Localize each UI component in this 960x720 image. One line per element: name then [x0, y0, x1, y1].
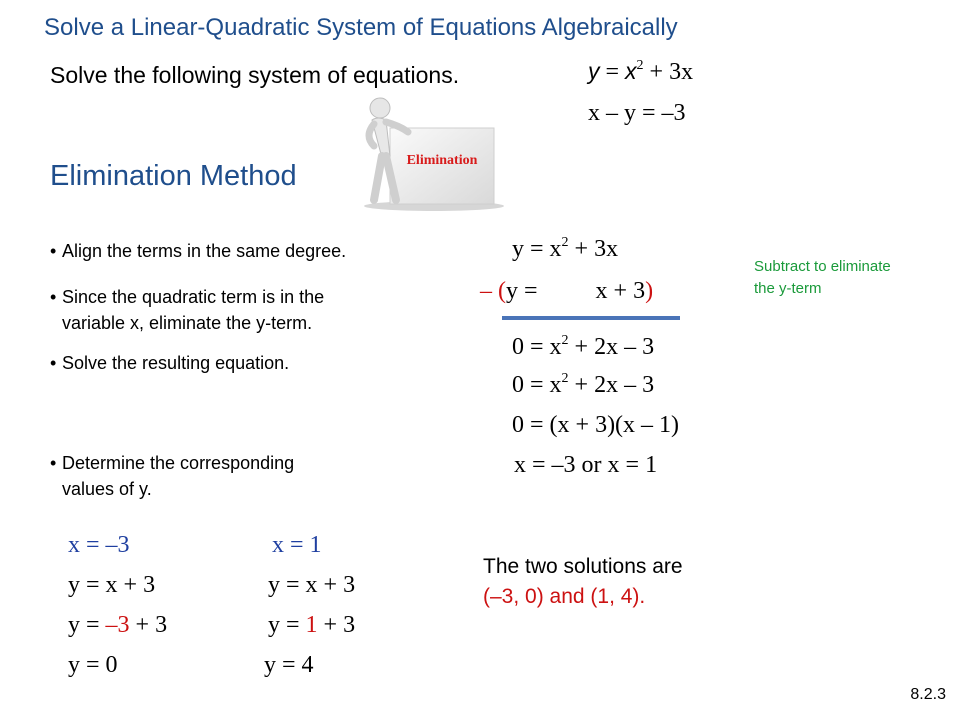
right-col-x-value: x = 1	[272, 532, 322, 558]
right-sub-value: 1	[305, 612, 318, 638]
page-number: 8.2.3	[910, 686, 946, 703]
solution-line-2: (–3, 0) and (1, 4).	[483, 585, 646, 608]
bullet-determine-y: • Determine the corresponding values of y.	[50, 453, 295, 499]
w1-tail: + 3x	[568, 236, 619, 262]
w4-tail: + 2x – 3	[568, 372, 655, 398]
left-sub-value: –3	[105, 612, 130, 638]
right-sub-a: y =	[268, 612, 306, 638]
bullet-quadratic-term: • Since the quadratic term is in the variable x, eliminate the y-term.	[50, 287, 325, 333]
right-col-result: y = 4	[264, 652, 314, 678]
w3-head: 0 = x	[512, 334, 562, 360]
w3-exponent: 2	[561, 333, 569, 348]
solution-line-1: The two solutions are	[483, 555, 683, 578]
system-equation-1: $y = x^2 + 3x$	[588, 58, 694, 85]
w1-head: y = x	[512, 236, 562, 262]
work-line-1	[512, 236, 618, 263]
w1-exponent: 2	[561, 235, 569, 250]
bullet-text: Since the quadratic term is in the	[62, 287, 325, 307]
solution-statement	[483, 552, 683, 612]
left-sub-c: + 3	[129, 612, 168, 638]
eq1-x: x	[625, 58, 637, 84]
left-col-substitution	[68, 612, 167, 639]
subtract-note: Subtract to eliminate the y-term	[754, 258, 891, 297]
right-col-substitution	[268, 612, 355, 639]
person-sign-illustration	[338, 96, 506, 212]
work-line-4	[512, 372, 654, 399]
work-line-3	[512, 334, 654, 361]
eq1-exponent: 2	[636, 58, 644, 73]
elimination-figure	[338, 96, 506, 212]
w2-minus-paren: – (	[480, 278, 506, 304]
bullet-align-terms: • Align the terms in the same degree.	[50, 241, 347, 261]
method-heading: Elimination Method	[50, 160, 297, 192]
right-col-line-equation: y = x + 3	[268, 572, 356, 598]
figure-sign-label: Elimination	[406, 153, 478, 168]
bullet-text-cont: variable x, eliminate the y-term.	[62, 313, 313, 333]
w2-tail: x + 3	[595, 278, 646, 304]
eq1-tail: + 3x	[643, 59, 694, 85]
w3-tail: + 2x – 3	[568, 334, 655, 360]
w4-exponent: 2	[561, 371, 569, 386]
subtraction-rule	[502, 316, 680, 320]
left-sub-a: y =	[68, 612, 106, 638]
left-col-x-value: x = –3	[68, 532, 130, 558]
w4-head: 0 = x	[512, 372, 562, 398]
eq1-lhs: y	[588, 58, 600, 84]
problem-prompt: Solve the following system of equations.	[50, 62, 460, 88]
work-line-2	[480, 278, 653, 305]
bullet-solve-resulting: • Solve the resulting equation.	[50, 353, 290, 373]
left-col-line-equation: y = x + 3	[68, 572, 156, 598]
right-sub-c: + 3	[317, 612, 356, 638]
bullet-text: Align the terms in the same degree.	[62, 241, 347, 261]
work-line-5: 0 = (x + 3)(x – 1)	[512, 412, 680, 438]
system-equation-2: x – y = –3	[588, 100, 686, 126]
bullet-text: Solve the resulting equation.	[62, 353, 290, 373]
left-col-result: y = 0	[68, 652, 118, 678]
work-line-6: x = –3 or x = 1	[514, 452, 658, 478]
bullet-text-cont: values of y.	[62, 479, 152, 499]
w2-mid: y =	[506, 278, 538, 304]
page-title: Solve a Linear-Quadratic System of Equations Algebraically	[44, 14, 678, 41]
bullet-text: Determine the corresponding	[62, 453, 295, 473]
w2-close-paren: )	[645, 278, 654, 304]
